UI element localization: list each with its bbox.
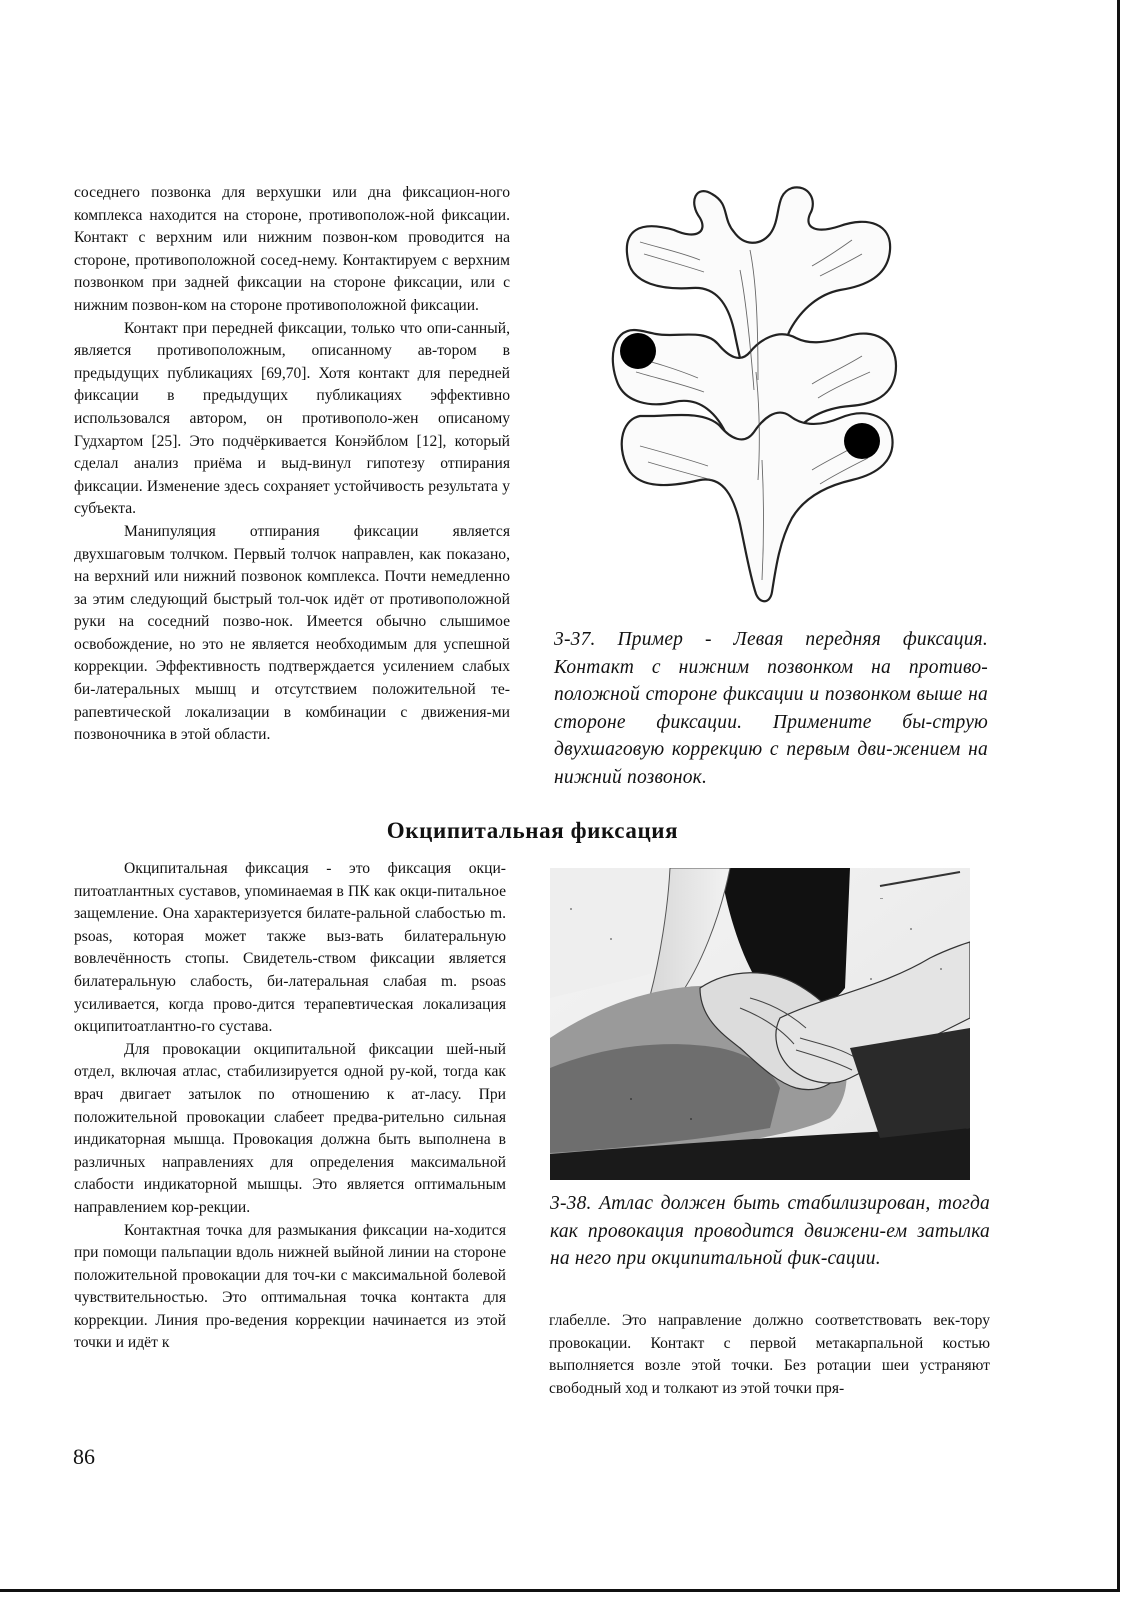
contact-point-left (620, 333, 656, 369)
figure-caption-3-38: 3-38. Атлас должен быть стабилизирован, тогда как провокация проводится движени-ем затылка на него при окципитальной фик-сации. (550, 1193, 990, 1270)
text-column-bottom-left (74, 858, 506, 1355)
paragraph: Контактная точка для размыкания фиксации на-ходится при помощи пальпации вдоль нижней выйной линии на стороне положительной провокации для точ-ки с максимальной болевой чувствительностью. Это оптимальная точка контакта для коррекции. Линия про-ведения коррекции начинается из этой точки и идёт к (74, 1221, 506, 1352)
paragraph: Для провокации окципитальной фиксации шей-ный отдел, включая атлас, стабилизируется одной ру-кой, тогда как врач двигает затылок по отношению к ат-ласу. При положительной провокации слабеет предва-рительно сильная индикаторная мышца. Провокация должна быть выполнена в различных направлениях для определения максимальной слабости индикаторной мышцы. Это является оптимальным направлением кор-рекции. (74, 1040, 506, 1216)
page-number: 86 (73, 1444, 95, 1469)
text-column-top-left (74, 182, 510, 747)
paragraph: Манипуляция отпирания фиксации является двухшаговым толчком. Первый толчок направлен, как показано, на верхний или нижний позвонок комплекса. Почти немедленно за этим следующий быстрый тол-чок идёт от противоположной руки на соседний позво-нок. Имеется обычно слышимое освобождение, но это не является необходимым для успешной коррекции. Эффективность подтверждается усилением слабых би-латеральных мышц и отсутствием положительной те-рапевтической локализации в комбинации с движения-ми позвоночника в этой области. (74, 522, 510, 744)
figure-caption-3-37: 3-37. Пример - Левая передняя фиксация. Контакт с нижним позвонком на противо-положной стороне фиксации и позвонком выше на стороне фиксации. Примените бы-струю двухшаговую коррекцию с первым дви-жением на нижний позвонок. (554, 629, 988, 788)
paragraph: Контакт при передней фиксации, только что опи-санный, является противоположным, описанному ав-тором в предыдущих публикациях [69,70]. Хотя контакт для передней фиксации в предыдущих публикациях эффективно использовался автором, он противополо-жен описаному Гудхартом [25]. Это подчёркивается Конэйблом [12], который сделал анализ приёма и выд-винул гипотезу отпирания фиксации. Изменение здесь сохраняет устойчивость результата у субъекта. (74, 319, 510, 518)
paragraph: соседнего позвонка для верхушки или дна фиксацион-ного комплекса находится на стороне, противополож-ной фиксации. Контакт с верхним или нижним позвон-ком проводится на стороне, противоположной сосед-нему. Контактируем с верхним позвонком при задней фиксации на стороне фиксации, или с нижним позвон-ком на стороне противоположной фиксации. (74, 184, 510, 314)
contact-point-right (844, 423, 880, 459)
text-column-bottom-right (549, 1310, 990, 1400)
atlas-stabilization-photo (550, 868, 970, 1180)
paragraph: глабелле. Это направление должно соответствовать век-тору провокации. Контакт с первой метакарпальной костью выполняется возле этой точки. Без ротации шеи устраняют свободный ход и толкают из этой точки пря- (549, 1312, 990, 1397)
page-edge-bottom (0, 1589, 1120, 1592)
vertebrae-illustration (600, 180, 920, 620)
section-title: Окципитальная фиксация (386, 818, 679, 843)
paragraph: Окципитальная фиксация - это фиксация окци-питоатлантных суставов, упоминаемая в ПК как окци-питальное защемление. Она характеризуется билате-ральной слабостью m. psoas, которая может также выз-вать билатеральную вовлечённость стопы. Свидетель-ством фиксации является билатеральную слабость, би-латеральная слабая m. psoas усиливается, когда прово-дится терапевтическая локализация окципитоатлантно-го сустава. (74, 860, 506, 1036)
page-edge-right (1117, 0, 1120, 1590)
